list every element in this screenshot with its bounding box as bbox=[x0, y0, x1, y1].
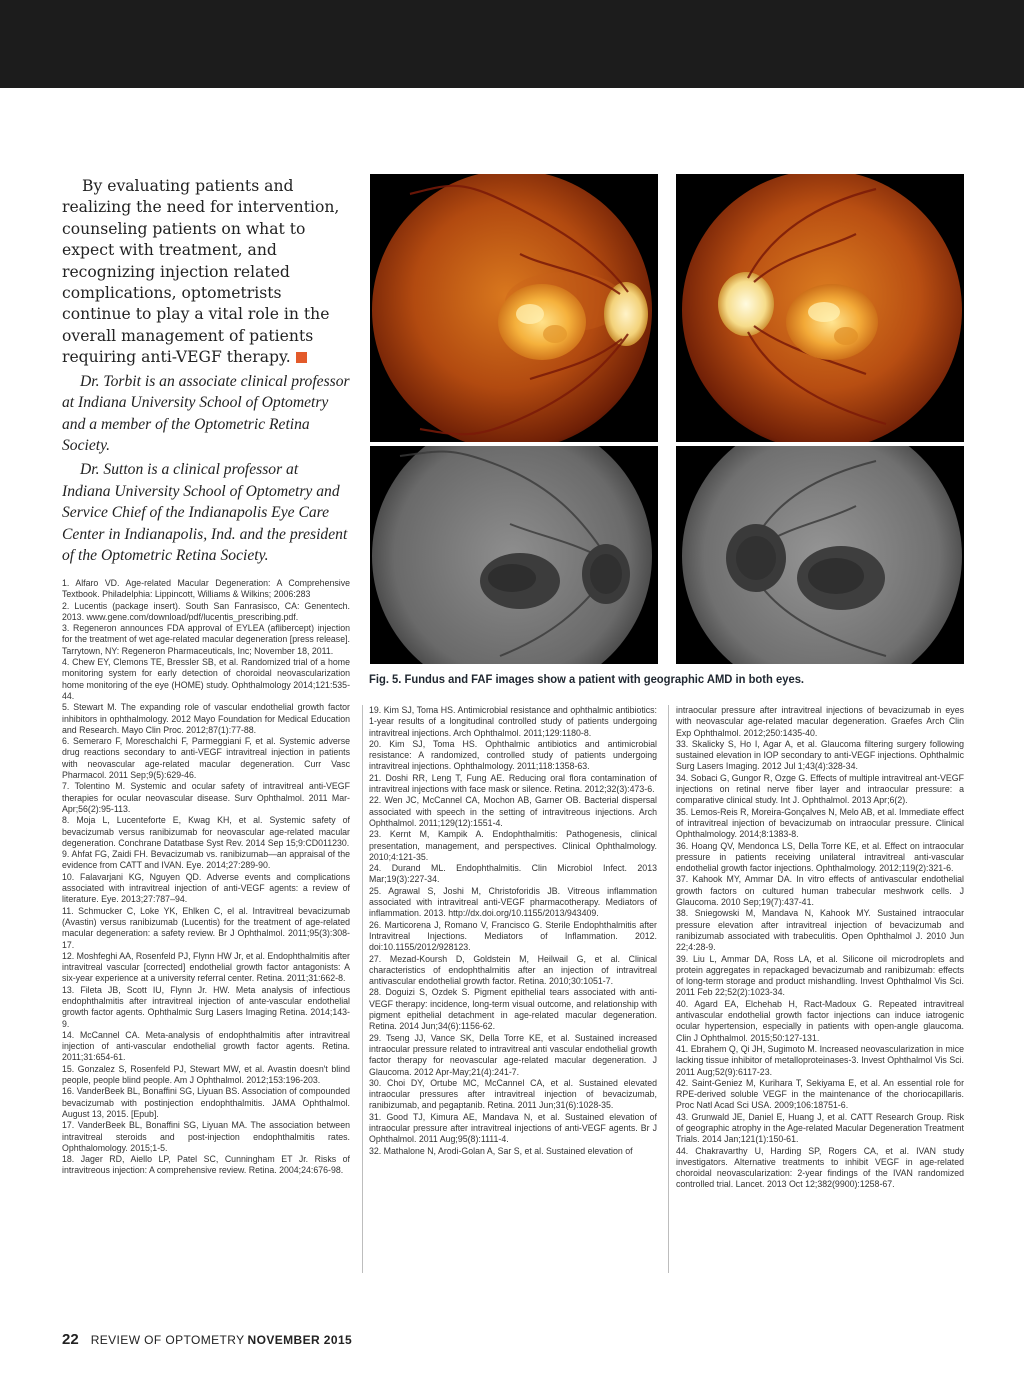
reference-item: 44. Chakravarthy U, Harding SP, Rogers CA, et al. IVAN study investigators. Alternative treatments to inhibit VEGF in age-related choroidal neovascularization: 2-year findings of the IVAN randomized controlled trial. Lancet. 2013 Oct 12;382(9900):1258-67. bbox=[676, 1145, 964, 1190]
reference-item: 39. Liu L, Ammar DA, Ross LA, et al. Silicone oil microdroplets and protein aggregates in repackaged bevacizumab and ranibizumab: effects of long-term storage and product mishandling. Invest Ophthalmol Vis Sci. 2011 Feb 22;52(2):1023-34. bbox=[676, 953, 964, 998]
reference-item: 32. Mathalone N, Arodi-Golan A, Sar S, et al. Sustained elevation of bbox=[369, 1145, 633, 1156]
reference-item: 37. Kahook MY, Ammar DA. In vitro effects of antivascular endothelial growth factors on cultured human trabecular meshwork cells. J Glaucoma. 2010 Sep;19(7):437-41. bbox=[676, 874, 964, 908]
reference-item: 33. Skalicky S, Ho I, Agar A, et al. Glaucoma filtering surgery following sustained elevation in IOP secondary to anti-VEGF injections. Ophthalmic Surg Lasers Imaging. 2012 Jul 1;43(4):328-34. bbox=[676, 738, 964, 772]
faf-image-left-eye bbox=[676, 446, 964, 664]
reference-item: 14. McCannel CA. Meta-analysis of endophthalmitis after intravitreal injection of anti-vascular endothelial growth factor agents. Retina. 2011;31:654-61. bbox=[62, 1029, 350, 1063]
reference-item: 34. Sobaci G, Gungor R, Ozge G. Effects of multiple intravitreal ant-VEGF injections on retinal nerve fiber layer and intraocular pressure: a comparative clinical study. Int J. Ophthalmol. 2013 Apr;6(2). bbox=[676, 772, 964, 806]
reference-item: 15. Gonzalez S, Rosenfeld PJ, Stewart MW, et al. Avastin doesn't blind people, people blind people. Am J Ophthalmol. 2012;153:196-203. bbox=[62, 1063, 350, 1086]
reference-item: 9. Ahfat FG, Zaidi FH. Bevacizumab vs. ranibizumab—an appraisal of the evidence from CATT and IVAN. Eye. 2014;27:289-90. bbox=[62, 849, 350, 871]
reference-item: 42. Saint-Geniez M, Kurihara T, Sekiyama E, et al. An essential role for RPE-derived soluble VEGF in the maintenance of the choriocapillaris. Proc Natl Acad Sci USA. 2009;106:18751-6. bbox=[676, 1077, 964, 1111]
reference-item: 5. Stewart M. The expanding role of vascular endothelial growth factor inhibitors in ophthalmology. 2012 Mayo Foundation for Medical Education and Research. Mayo Clin Proc. 2012;87(1):77-88. bbox=[62, 702, 350, 735]
reference-item: 30. Choi DY, Ortube MC, McCannel CA, et al. Sustained elevated intraocular pressures after intravitreal injection of bevacizumab, ranibizumab, and pegaptanib. Retina. 2011 Jun;31(6):1028-35. bbox=[369, 1077, 657, 1111]
reference-item: 6. Semeraro F, Moreschalchi F, Parmeggiani F, et al. Systemic adverse drug reactions secondary to anti-VEGF intravitreal injection in patients with neovascular age-related macular degeneration. Curr Vasc Pharmacol. 2011 Sep;9(5):629-46. bbox=[62, 736, 350, 781]
reference-item: 16. VanderBeek BL, Bonaffini SG, Liyuan BS. Association of compounded bevacizumab with postinjection endophthalmitis. JAMA Ophthalmol. August 13, 2015. [Epub]. bbox=[62, 1086, 350, 1119]
reference-item: 40. Agard EA, Elchehab H, Ract-Madoux G. Repeated intravitreal antivascular endothelial growth factor injections can induce iatrogenic ocular hypertension, especially in patients with open-angle glaucoma. Clin J Ophthalmol. 2015;50:127-131. bbox=[676, 998, 964, 1043]
reference-item: 20. Kim SJ, Toma HS. Ophthalmic antibiotics and antimicrobial resistance: A randomized, controlled study of patients undergoing intravitreal injections. Ophthalmology. 2011;118:1358-63. bbox=[369, 738, 657, 772]
reference-item: 19. Kim SJ, Toma HS. Antimicrobial resistance and ophthalmic antibiotics: 1-year results of a longitudinal controlled study of patients undergoing intravitreal injections. Arch Ophthalmol. 2011;129:1180-8. bbox=[369, 705, 657, 738]
reference-item: 4. Chew EY, Clemons TE, Bressler SB, et al. Randomized trial of a home monitoring system for early detection of choroidal neovascularization home monitoring of the eye (HOME) study. Ophthalmology 2014;121:535-44. bbox=[62, 657, 350, 701]
column-divider bbox=[668, 705, 669, 1273]
page-footer bbox=[62, 1331, 352, 1349]
reference-item: 36. Hoang QV, Mendonca LS, Della Torre KE, et al. Effect on intraocular pressure in patients receiving unilateral intravitreal anti-vascular endothelial growth factor injections. Ophthalmology. 2012;119(2):321-6. bbox=[676, 840, 964, 874]
fundus-image-left-eye bbox=[676, 174, 964, 442]
author-bio-sutton: Dr. Sutton is a clinical professor at Indiana University School of Optometry and Service Chief of the Indianapolis Eye Care Center in Indianapolis, Ind. and the president of the Optometric Retina Society. bbox=[62, 461, 348, 565]
reference-item: 23. Kernt M, Kampik A. Endophthalmitis: Pathogenesis, clinical presentation, management, and perspectives. Clinical Ophthalmology. 2010;4:121-35. bbox=[369, 829, 657, 862]
reference-item: 7. Tolentino M. Systemic and ocular safety of intravitreal anti-VEGF therapies for ocular neovascular disease. Surv Ophthalmol. 2011 Mar-Apr;56(2):95-113. bbox=[62, 781, 350, 814]
reference-item: 3. Regeneron announces FDA approval of EYLEA (aflibercept) injection for the treatment of wet age-related macular degeneration [press release]. Tarrytown, NY: Regeneron Pharmaceuticals, Inc; November 18, 2011. bbox=[62, 623, 350, 656]
reference-item: 17. VanderBeek BL, Bonaffini SG, Liyuan MA. The association between intravitreal steroids and post-injection endophthalmitis rates. Ophthalomology. 2015;1-5. bbox=[62, 1120, 350, 1153]
reference-item: 18. Jager RD, Aiello LP, Patel SC, Cunningham ET Jr. Risks of intravitreous injection: A comprehensive review. Retina. 2004;24:676-98. bbox=[62, 1154, 350, 1176]
reference-item: 35. Lemos-Reis R, Moreira-Gonçalves N, Melo AB, et al. Immediate effect of intravitreal injection of bevacizumab on intraocular pressure. Clinical Ophthalmology. 2014;8:1383-8. bbox=[676, 806, 964, 840]
reference-item: 26. Marticorena J, Romano V, Francisco G. Sterile Endophthalmitis after Intravitreal Injections. Mediators of Inflammation. 2012. doi:10.1155/2012/928123. bbox=[369, 919, 657, 953]
closing-paragraph bbox=[62, 176, 350, 369]
reference-item: 21. Doshi RR, Leng T, Fung AE. Reducing oral flora contamination of intravitreal injections with face mask or silence. Retina. 2012;32(3):473-6. bbox=[369, 772, 657, 795]
references-column-middle bbox=[369, 705, 657, 1157]
end-mark-icon bbox=[296, 352, 307, 363]
author-bio-torbit: Dr. Torbit is an associate clinical professor at Indiana University School of Optometry and a member of the Optometric Retina Society. bbox=[62, 372, 350, 455]
reference-item: 43. Grunwald JE, Daniel E, Huang J, et al. CATT Research Group. Risk of geographic atrophy in the Age-related Macular Degeneration Treatment Trials. 2014 Jan;121(1):150-61. bbox=[676, 1111, 964, 1145]
fundus-image-right-eye bbox=[370, 174, 658, 442]
reference-item: 24. Durand ML. Endophthalmitis. Clin Microbiol Infect. 2013 Mar;19(3):227-34. bbox=[369, 863, 657, 885]
figure-caption: Fig. 5. Fundus and FAF images show a patient with geographic AMD in both eyes. bbox=[369, 672, 805, 686]
issue-date: NOVEMBER 2015 bbox=[247, 1333, 353, 1347]
reference-item: 41. Ebrahem Q, Qi JH, Sugimoto M. Increased neovascularization in mice lacking tissue inhibitor of metalloproteinases-3. Invest Ophthalmol Vis Sci. 2011 Aug;52(9):6117-23. bbox=[676, 1043, 964, 1077]
reference-item: 38. Sniegowski M, Mandava N, Kahook MY. Sustained intraocular pressure elevation after intravitreal injection of bevacizumab and ranibizumab associated with trabeculitis. Open Ophthalmol J. 2010 Jun 22;4:28-9. bbox=[676, 908, 964, 953]
reference-item: 31. Good TJ, Kimura AE, Mandava N, et al. Sustained elevation of intraocular pressure after intravitreal injections of anti-VEGF agents. Br J Ophthalmol. 2011 Aug;95(8):1111-4. bbox=[369, 1111, 657, 1145]
reference-item: 1. Alfaro VD. Age-related Macular Degeneration: A Comprehensive Textbook. Philadelphia: Lippincott, Williams & Wilkins; 2006:283 bbox=[62, 578, 350, 600]
reference-item: 25. Agrawal S, Joshi M, Christoforidis JB. Vitreous inflammation associated with intravitreal anti-VEGF pharmacotherapy. Mediators of inflammation. 2013. http://dx.doi.org/10.1155/2013/943409. bbox=[369, 885, 657, 919]
references-column-right bbox=[676, 705, 964, 1191]
reference-item: 2. Lucentis (package insert). South San Fanrasisco, CA: Genentech. 2013. www.gene.com/download/pdf/lucentis_prescribing.pdf. bbox=[62, 600, 350, 622]
references-column-left bbox=[62, 578, 350, 1177]
reference-item: intraocular pressure after intravitreal injections of bevacizumab in eyes with neovascular age-related macular degeneration. Graefes Arch Clin Exp Ophthalmol. 2012;250:1435-40. bbox=[676, 705, 964, 738]
reference-item: 8. Moja L, Lucenteforte E, Kwag KH, et al. Systemic safety of bevacizumab versus ranibizumab for neovascular age-related macular degeneration. Conchrane Datatbase Syst Rev. 2014 Sep 15;9:CD011230. bbox=[62, 815, 350, 848]
faf-image-right-eye bbox=[370, 446, 658, 664]
column-divider bbox=[362, 705, 363, 1273]
reference-item: 13. Fileta JB, Scott IU, Flynn Jr. HW. Meta analysis of infectious endophthalmitis after intravitreal injection of ante-vascular endothelial growth factor agents. Ophthalmic Surg Lasers Imaging Retina. 2014;143-9. bbox=[62, 984, 350, 1029]
reference-item: 11. Schmucker C, Loke YK, Ehlken C, el al. Intravitreal bevacizumab (Avastin) versus ranibizumab (Lucentis) for the treatment of age-related macular degeneration: a safety review. Br J Ophthalmol. 2011;95(3):308-17. bbox=[62, 905, 350, 950]
closing-text: By evaluating patients and realizing the need for intervention, counseling patients on what to expect with treatment, and recognizing injection related complications, optometrists continue to play a vital role in the overall management of patients requiring anti-VEGF therapy. bbox=[62, 177, 340, 367]
header-band bbox=[0, 0, 1024, 88]
reference-item: 10. Falavarjani KG, Nguyen QD. Adverse events and complications associated with intravitreal injection of anti-VEGF agents: a review of literature. Eye. 2013;27:787–94. bbox=[62, 871, 350, 905]
reference-item: 29. Tseng JJ, Vance SK, Della Torre KE, et al. Sustained increased intraocular pressure related to intravitreal anti vascular endothelial growth factor therapy for neovascular age-related macular degeneration. J Glaucoma. 2012 Apr-May;21(4):241-7. bbox=[369, 1032, 657, 1077]
reference-item: 22. Wen JC, McCannel CA, Mochon AB, Garner OB. Bacterial dispersal associated with speech in the setting of intravitreous injections. Arch Ophthalmol. 2011;129(12):1551-4. bbox=[369, 795, 657, 828]
reference-item: 12. Moshfeghi AA, Rosenfeld PJ, Flynn HW Jr, et al. Endophthalmitis after intravitreal vascular [corrected] endothelial growth factor antagonists: A six-year experience at a university referral center. Retina. 2011;31:662-8. bbox=[62, 950, 350, 984]
magazine-name: REVIEW OF OPTOMETRY bbox=[90, 1333, 245, 1347]
reference-item: 28. Doguizi S, Ozdek S. Pigment epithelial tears associated with anti-VEGF therapy: incidence, long-term visual outcome, and relationship with pigment epithelial detachment in age-related macular degeneration. Retina. 2014 Jun;34(6):1156-62. bbox=[369, 987, 657, 1032]
article-closing bbox=[62, 176, 350, 567]
reference-item: 27. Mezad-Koursh D, Goldstein M, Heilwail G, et al. Clinical characteristics of endophthalmitis after an injection of intravitreal antivascular endothelial growth factor. Retina. 2010;30:1051-7. bbox=[369, 953, 657, 987]
page-number: 22 bbox=[62, 1331, 79, 1348]
